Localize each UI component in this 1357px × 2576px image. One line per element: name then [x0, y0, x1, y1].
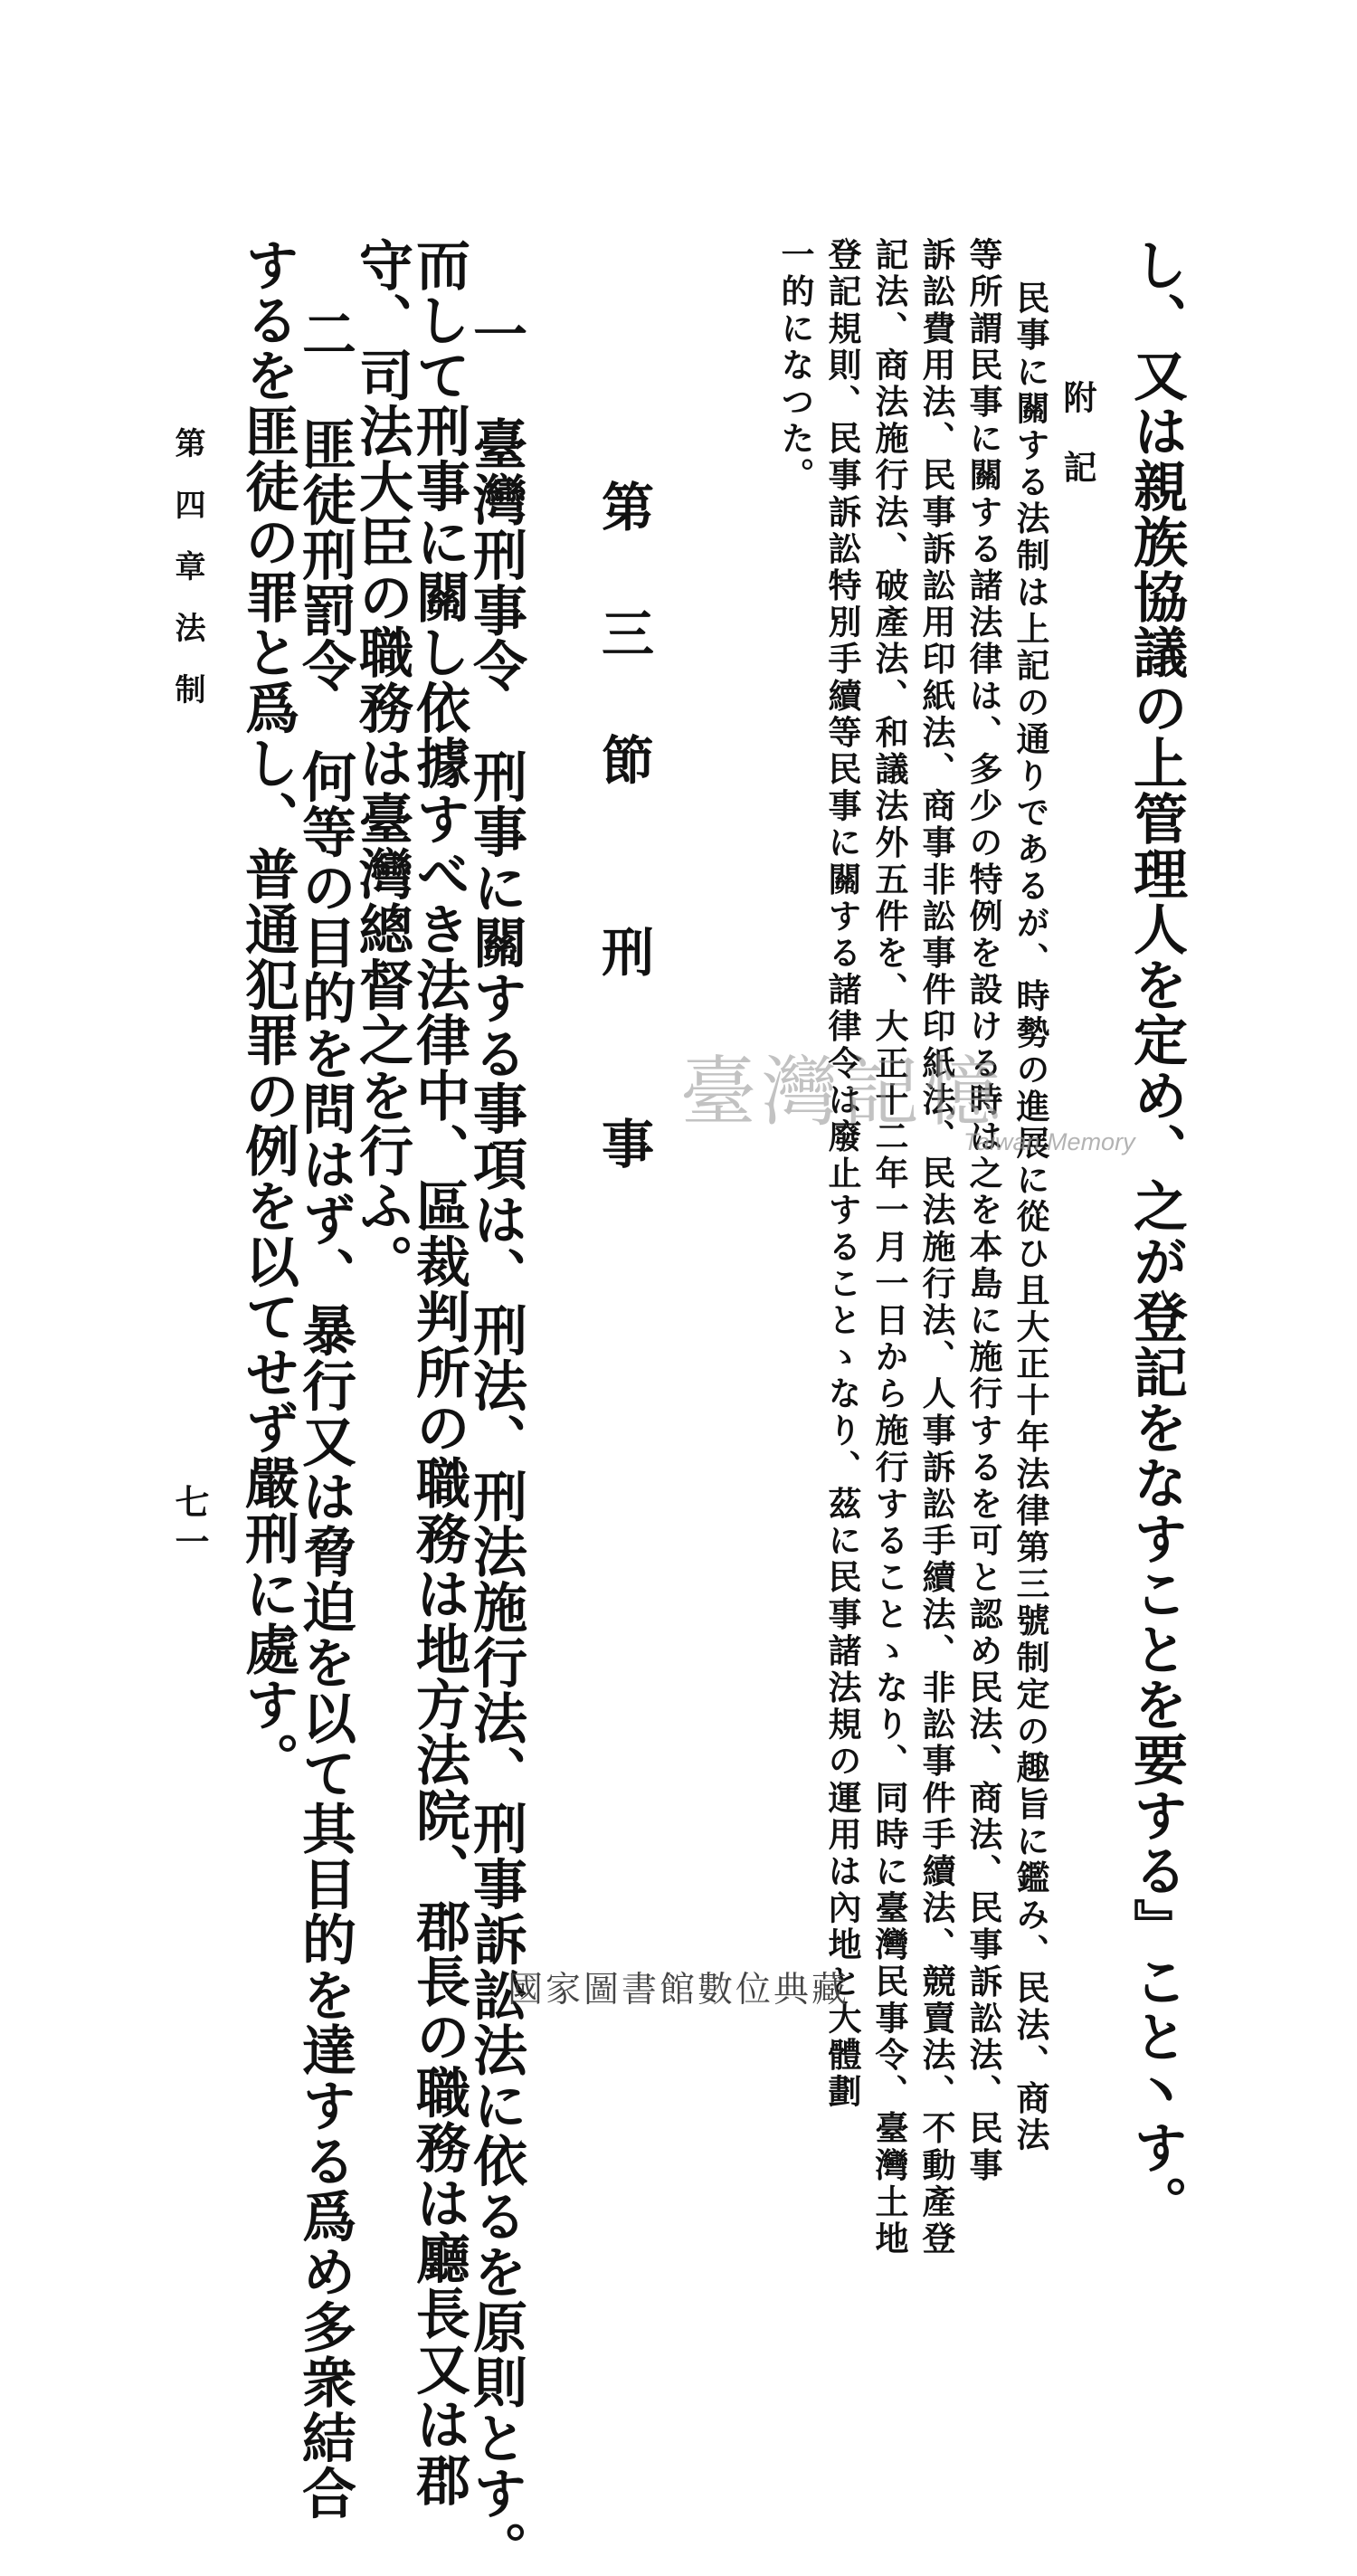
note-line-3: 訴訟費用法、民事訴訟用印紙法、商事非訟事件印紙法、民法施行法、人事訴訟手續法、非訟事件手續法、競賣法、不動產登	[916, 237, 956, 2258]
item1-line-1	[464, 306, 527, 2576]
item1-line-2: 而して刑事に關し依據すべき法律中、區裁判所の職務は地方法院、郡長の職務は廳長又は郡	[407, 237, 470, 2508]
section-heading	[593, 480, 654, 1169]
note-line-6: 一的になつた。	[775, 237, 815, 495]
page-number: 七一	[169, 1484, 210, 1564]
item1-text-1: 刑事に關する事項は、刑法、刑法施行法、刑事訴訟法に依るを原則とす。	[464, 693, 527, 2576]
item2-line-1	[293, 306, 356, 2522]
section-heading-char-5: 事	[593, 1117, 654, 1169]
item2-line-2: するを匪徒の罪と爲し、普通犯罪の例を以てせず嚴刑に處す。	[236, 237, 299, 1788]
section-heading-char-1: 第	[593, 480, 654, 532]
section-heading-char-2: 三	[593, 606, 654, 659]
item2-text-1: 何等の目的を問はず、暴行又は脅迫を以て其目的を達する爲め多衆結合	[293, 693, 356, 2522]
item1-line-3: 守、司法大臣の職務は臺灣總督之を行ふ。	[350, 237, 413, 1289]
note-title: 附記	[1058, 380, 1097, 519]
section-heading-char-3: 節	[593, 733, 654, 785]
note-line-4: 記法、商法施行法、破產法、和議法外五件を、大正十二年一月一日から施行することゝなり、同時に臺灣民事令、臺灣土地	[869, 237, 909, 2258]
note-line-2: 等所謂民事に關する諸法律は、多少の特例を設ける時は之を本島に施行するを可と認め民法、商法、民事訴訟法、民事	[963, 237, 1003, 2184]
chapter-footer: 第四章法制	[169, 427, 205, 735]
note-line-5: 登記規則、民事訴訟特別手續等民事に關する諸律令は廢止することゝなり、茲に民事諸法規の運用は內地と大體劃	[822, 237, 862, 2111]
section-heading-char-4: 刑	[593, 925, 654, 977]
body-line-continuation: し、又は親族協議の上管理人を定め、之が登記をなすことを要する』こと丶す。	[1125, 237, 1188, 2231]
note-line-1: 民事に關する法制は上記の通りであるが、時勢の進展に從ひ且大正十年法律第三號制定の趣旨に鑑み、民法、商法	[1011, 280, 1050, 2154]
watermark-english: Taiwan Memory	[963, 1128, 1135, 1155]
item1-title: 一 臺灣刑事令	[464, 306, 527, 694]
watermark-logo: 臺灣記憶	[680, 1048, 1007, 1136]
item2-title: 二 匪徒刑罰令	[293, 306, 356, 694]
library-stamp: 國家圖書館數位典藏	[507, 1970, 849, 2010]
